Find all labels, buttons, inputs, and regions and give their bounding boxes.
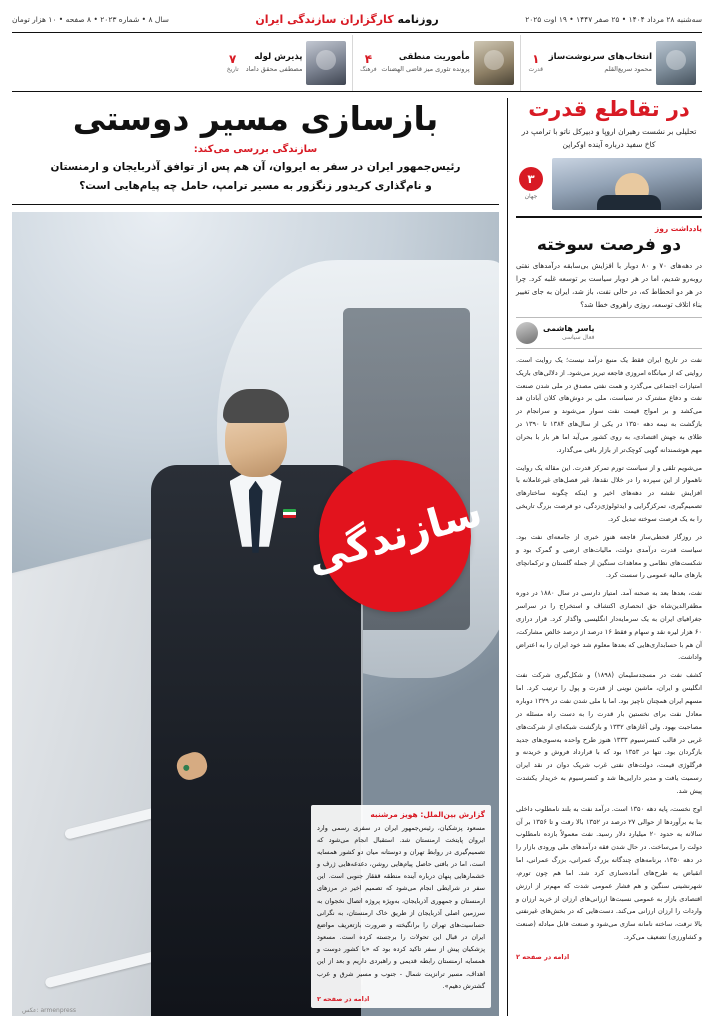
report-body: مسعود پزشکیان، رئیس‌جمهور ایران در سفری رسمی وارد ایروان پایتخت ارمنستان شد. استقبال انجام می‌شود که تصمیم‌گیری در روابط تهران و دوستانه میان دو کشور همسایه است، اما در بافتی حاصل پیام‌هایی روشن، دغدغه‌هایی ژرف و خشمارهایی پنهان درباره آینده منطقه قفقاز جنوبی است. این سفر در شرایطی انجام می‌شود که تصمیم اخیر در مرزهای ارمنستان و جمهوری آذربایجان، به‌ویژه پروژه اتصال نخجوان به سرزمین اصلی آذربایجان از طریق خاک ارمنستان، به نگرانی حساسیت‌های تهران را برانگیخته و ضرورت بازتعریف مواضع ایران در قبال این تحولات را برجسته کرده است. مسعود پزشکیان پیش از سفر تاکید کرده بود که «با کشور دوست و همسایه ارمنستان رابطه قدیمی و راهبردی داریم و بعد از این اهداف، مسیر ترانزیت شمال - جنوب و مسیر شرق و غرب گشترش دهیم». [317,823,485,990]
byline-name: یاسر هاشمی [543,324,595,334]
report-box [311,805,491,1008]
note-paragraph: می‌شویم تلقی و از سیاست تورم تمرکز قدرت. این مقاله یک روایت ناهموار از این سپرده را در خلال نقدها، غیر فصل‌های غیرعاملانه با افزایش نقشه در دهه‌های اخیر و اینکه چگونه ساختارهای تصمیم‌گیری، تمرکزگرایی و ایدئولوژی‌زدگی، دو فرصت بزرگ تاریخی را به یک فرصت سوخته تبدیل کرد. [516,463,702,524]
promo-row [516,158,702,210]
masthead-title-group [255,13,438,26]
note-paragraph: کشف نفت در مسجدسلیمان (۱۸۹۸) و شکل‌گیری شرکت نفت انگلیس و ایران، ماشین نوینی از قدرت و پول را ترتیب کرد. اما مسهم ایران همچنان ناچیز بود. اما با ملی شدن نفت در ۱۳۲۹ دوباره معادل نفت برای نخستین بار قدرت را به دست راه مسئله در مصاحبت بهود. ولی آغازهای ۱۳۳۲ و بازگشت شبکه‌ای از شرکت‌های غربی در قالب کنسرسیوم ۱۳۳۳ هنوز طرح واحده به‌سوی‌های جدید بازگردان بود. تنها در ۱۳۵۳ بود که با قرارداد فروش و خریدنه و فرگلوژی قیمت، دولت‌های نفتی غرب شریک دوان در نقد ایران رسمیت یافت و مدیر دارایی‌ها شد و کنسرسیوم به خریدار یکشدت پیش شد. [516,671,703,795]
teaser-thumb-0 [656,41,696,85]
main-column [12,98,508,1016]
teaser-page-number-0: ۱ قدرت [528,52,544,73]
note-kicker: یادداشت روز [654,223,702,233]
promo-page-badge: ۳ جهان [516,166,546,202]
note-lead: در دهه‌های ۷۰ و ۸۰ دوبار با افزایش بی‌سابقه درآمدهای نفتی روبه‌رو شدیم، اما در هر دوبار سیاست بر توسعه غلبه کرد. چرا در هر دو انحطاط که، در حالی نفت، باز شد، ایران به جای تغییر بناء اتلاف توسعه، روزی راهروی خطا شد؟ [516,260,702,318]
deck-lead: سازندگی بررسی می‌کند: [193,143,318,155]
top-teaser-strip [12,35,702,92]
brand-stamp-text: سازندگی [302,488,488,583]
deck-line: و نام‌گذاری کریدور زنگزور به مسیر ترامپ، حامل چه پیام‌هایی است؟ [79,180,432,193]
teaser-text-2: پذیرش لوله مصطفی محقق داماد [245,52,303,74]
note-continue-link[interactable]: ادامه در صفحه ۲ [516,953,570,962]
byline-role: فعال سیاسی [561,334,595,342]
teaser-text-0: انتخاب‌های سرنوشت‌ساز محمود سریع‌القلم [548,52,652,74]
deck [12,158,499,197]
teaser-thumb-1 [474,41,514,85]
figure-ring [183,764,191,772]
teaser-page-number-1: ۴ فرهنگ [360,52,377,73]
paper-name-red: کارگزاران سازندگی ایران [255,12,394,26]
note-title: دو فرصت سوخته [536,234,682,255]
masthead [12,10,702,33]
report-title: گزارش بین‌الملل: هویز مرشنبه [370,809,485,819]
teaser-item-0[interactable] [520,35,702,91]
promo-title: در تقاطع قدرت [528,97,690,121]
note-paragraph: در روزگار قحطی‌ساز فاجعه هنوز خبری از جامعه‌ای نفت بود. سیاست قدرت درآمدی دولت، مالیات‌های ارضی و گمرک بود و شکست‌های نظامی و معاهدات سنگین از جمله گلستان و ترکمانچای بارهای مالیه عمومی را سست کرد. [516,532,702,580]
masthead-issue-info: سال ۸ • شماره ۲۰۲۳ • ۸ صفحه • ۱۰ هزار تومان [12,14,169,24]
page-content [12,98,702,1016]
teaser-page-number-2: ۷ تاریخ [226,52,239,73]
brand-stamp [302,460,488,612]
left-column [516,98,702,1016]
teaser-text-1: مأموریت منطقی پرونده تئوری میز قاضی الهضنات [381,52,470,74]
photo-credit: عکس: armenpress [22,1007,76,1014]
teaser-thumb-2 [306,41,346,85]
note-paragraph: اوج نخست، پایه دهه ۱۳۵۰ است. درآمد نفت به بلند نامطلوب داخلی بنا به برآوردها از حوالی ۲۷ درصد در ۱۳۵۲ بالا رفت و تا ۱۳۵۶ بر آن سالانه به حدود ۲۰ میلیارد دلار رسید. نفت معمولاً بازده نامطلوب دولت را می‌ساخت. در حال شدن فقه درآمدهای ملی ورودی بازار را در دهه ۱۳۵۰، برنامه‌های چندگانه بزرگ عمرانی، بزرگ عمرانی، اما انقباض به طرح‌های آماده‌سازی کرد شد. اما هم چون تورم، شهرنشینی سنگین و هم فشار عمومی شدت که مهم‌تر از ارزش اقتصادی بازار به عمومی نسبت‌ها ارزانی‌های ارزان از خرید ارزان و واردات را ارزان ارزانی می‌کند. دست‌هایی که در بخش‌های غیرنفتی بالا نرفت، ساخته نامانه سازی می‌شود و صنعت قابل مبادله (صنعت و کشاورزی) تضعیف می‌کرد. [516,804,702,942]
figure-hair [223,389,289,423]
note-body [516,354,702,949]
deck-line: رئیس‌جمهور ایران در سفر به ایروان، آن هم پس از توافق آذربایجان و ارمنستان [50,160,461,173]
iran-flag-pin-icon [283,509,296,518]
avatar [516,322,538,344]
note-paragraph: نفت، بعدها بعد به صحنه آمد. امتیاز دارسی در سال ۱۸۸۰ در دوره مظفرالدین‌شاه حق انحصاری اکتشاف و استخراج را در سراسر جغرافیای ایران به یک سرمایه‌دار انگلیسی واگذار کرد. قرار درازی ۶۰ هزار لیره نقد و سهام و فقط ۱۶ درصد از درصد خالص مشارکت، آن هم با حسابداری‌هایی که بعدها معلوم شد خود ایران را به اعتراض واداشت. [516,589,702,662]
page-title: بازسازی مسیر دوستی [72,99,439,138]
note-paragraph: نفت در تاریخ ایران فقط یک منبع درآمد نیست؛ یک روایت است. روایتی که از میانگاه امروزی فاجعه تبریز می‌شود. از دلالی‌های باریک امتیازات اجتماعی می‌گذرد و همت نفتی مصدق در ملی شدن صنعت نفت و دفاع مشترک در سیاست، ملی بر دوش‌های کلان آبادان قد می‌کشد و بر امواج قیمت نفت سوار می‌شوند و سرانجام در بازگشت به نیمه دهه ۱۳۵۰ در یکی از سال‌های ۱۳۸۴ تا ۱۳۹۰ در طلای به جهش اقتصادی، به روی کشور می‌آید اما هر بار با بحران مهم هوشمندانه گویی کوچک‌تر از بازار باقی می‌گذارد. [516,355,702,454]
byline [516,318,702,349]
promo-subtitle: تحلیلی بر نشست رهبران اروپا و دبیرکل ناتو با ترامپ در کاخ سفید درباره آینده اوکراین [521,127,697,149]
hero-photo [12,212,499,1016]
report-continue-link[interactable]: ادامه در صفحه ۲ [317,995,370,1003]
divider [12,204,499,205]
trump-photo [552,158,702,210]
teaser-item-1[interactable] [352,35,519,91]
promo-block[interactable] [516,98,702,218]
paper-name-prefix: روزنامه [397,12,439,26]
teaser-item-2[interactable] [218,35,353,91]
masthead-date: سه‌شنبه ۲۸ مرداد ۱۴۰۴ • ۲۵ صفر ۱۴۴۷ • ۱۹ اوت ۲۰۲۵ [525,14,702,24]
paper-name [255,13,438,26]
